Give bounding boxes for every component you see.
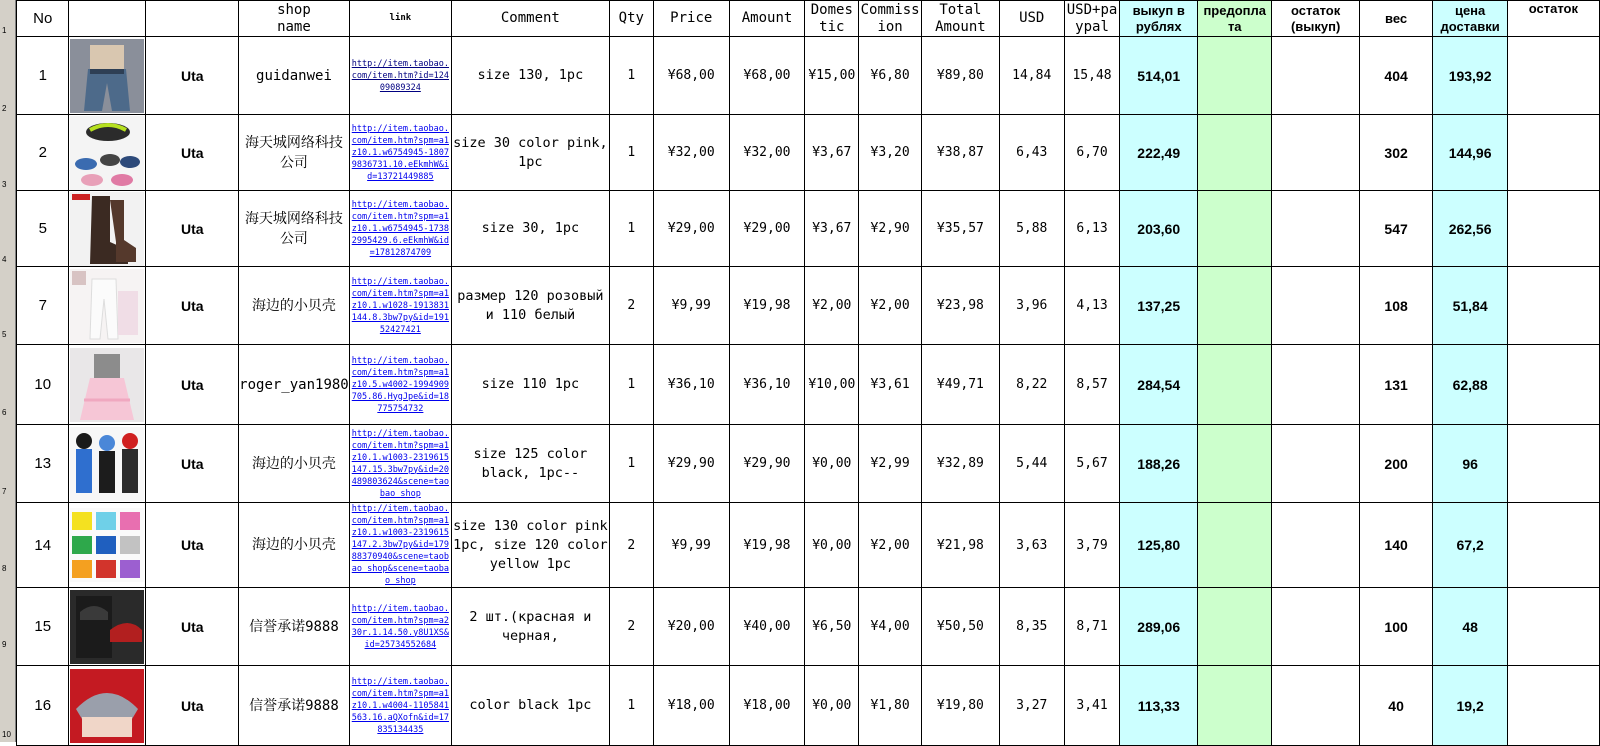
cell-total-amount[interactable]: ¥38,87 (922, 115, 1000, 191)
product-thumbnail-pink-dress (70, 348, 144, 422)
row-number[interactable]: 7 (2, 487, 7, 496)
cell-comment[interactable]: size 30 color pink, 1pc (452, 115, 610, 191)
header-text: tic (819, 18, 845, 35)
cell-total-amount[interactable]: ¥19,80 (922, 666, 1000, 746)
header-text: name (277, 18, 311, 35)
order-table (16, 0, 1600, 746)
product-thumbnail-jeans-kid (70, 39, 144, 113)
header-usd[interactable]: USD (999, 1, 1064, 37)
cell-ves[interactable]: 404 (1359, 37, 1433, 115)
product-thumbnail-caps (70, 590, 144, 664)
header-domestic[interactable] (805, 1, 859, 37)
cell-ostatok[interactable] (1507, 425, 1599, 503)
cell-link[interactable]: http://item.taobao.com/item.htm?spm=a1z10.1.w1028-1913831144.8.3bw7py&id=19152427421 (349, 267, 451, 345)
cell-usd[interactable]: 6,43 (999, 115, 1064, 191)
cell-predoplata[interactable] (1198, 666, 1272, 746)
cell-ostatok[interactable] (1507, 666, 1599, 746)
cell-comment[interactable]: размер 120 розовый и 110 белый (452, 267, 610, 345)
header-text: shop (277, 1, 311, 18)
cell-price[interactable]: ¥9,99 (653, 503, 729, 588)
cell-domestic[interactable]: ¥2,00 (805, 267, 859, 345)
cell-total-amount[interactable]: ¥49,71 (922, 345, 1000, 425)
row-number[interactable]: 2 (2, 104, 7, 113)
cell-link[interactable]: http://item.taobao.com/item.htm?spm=a1z10.1.w1003-2319615147.15.3bw7py&id=20489803624&scene=taobao_shop (349, 425, 451, 503)
header-predoplata[interactable] (1198, 1, 1272, 37)
cell-shop-name[interactable]: 海边的小贝壳 (239, 503, 350, 588)
cell-no[interactable]: 2 (17, 115, 69, 191)
cell-usd-paypal[interactable]: 4,13 (1064, 267, 1120, 345)
cell-price[interactable]: ¥20,00 (653, 588, 729, 666)
cell-usd-paypal[interactable]: 8,57 (1064, 345, 1120, 425)
cell-vykup[interactable]: 125,80 (1120, 503, 1198, 588)
cell-vykup[interactable]: 137,25 (1120, 267, 1198, 345)
cell-comment[interactable]: size 130, 1pc (452, 37, 610, 115)
cell-ves[interactable]: 108 (1359, 267, 1433, 345)
cell-customer[interactable]: Uta (146, 425, 239, 503)
product-thumbnail-white-leggings (70, 269, 144, 343)
cell-vykup[interactable]: 203,60 (1120, 191, 1198, 267)
header-text: USD+pa (1066, 1, 1118, 18)
cell-domestic[interactable]: ¥0,00 (805, 666, 859, 746)
cell-comment[interactable]: color black 1pc (452, 666, 610, 746)
cell-ostatok-vykup[interactable] (1272, 37, 1359, 115)
cell-usd-paypal[interactable]: 3,79 (1064, 503, 1120, 588)
cell-ves[interactable]: 100 (1359, 588, 1433, 666)
cell-commission[interactable]: ¥2,90 (859, 191, 922, 267)
cell-shop-name[interactable]: 海边的小贝壳 (239, 267, 350, 345)
cell-comment[interactable]: size 30, 1pc (452, 191, 610, 267)
cell-amount[interactable]: ¥19,98 (729, 503, 805, 588)
cell-image[interactable] (69, 115, 146, 191)
row-number[interactable]: 10 (2, 730, 11, 739)
cell-no[interactable]: 7 (17, 267, 69, 345)
cell-tsena-dostavki[interactable]: 48 (1433, 588, 1507, 666)
row-number[interactable]: 9 (2, 640, 7, 649)
cell-ostatok-vykup[interactable] (1272, 425, 1359, 503)
cell-amount[interactable]: ¥68,00 (729, 37, 805, 115)
cell-qty[interactable]: 1 (609, 666, 653, 746)
cell-amount[interactable]: ¥36,10 (729, 345, 805, 425)
cell-total-amount[interactable]: ¥89,80 (922, 37, 1000, 115)
table-row (17, 425, 1600, 503)
cell-predoplata[interactable] (1198, 267, 1272, 345)
cell-predoplata[interactable] (1198, 37, 1272, 115)
cell-commission[interactable]: ¥6,80 (859, 37, 922, 115)
cell-tsena-dostavki[interactable]: 262,56 (1433, 191, 1507, 267)
cell-shop-name[interactable]: 海边的小贝壳 (239, 425, 350, 503)
header-no[interactable]: No (17, 1, 69, 37)
cell-predoplata[interactable] (1198, 588, 1272, 666)
cell-link[interactable]: http://item.taobao.com/item.htm?spm=a1z10.1.w4004-1105841563.16.aQXofn&id=17835134435 (349, 666, 451, 746)
cell-link[interactable]: http://item.taobao.com/item.htm?spm=a1z10.1.w1003-2319615147.2.3bw7py&id=17988370940&scene=taobao_shop&scene=taobao_shop (349, 503, 451, 588)
cell-predoplata[interactable] (1198, 115, 1272, 191)
cell-no[interactable]: 5 (17, 191, 69, 267)
cell-tsena-dostavki[interactable]: 19,2 (1433, 666, 1507, 746)
cell-vykup[interactable]: 289,06 (1120, 588, 1198, 666)
product-thumbnail-tshirts (70, 508, 144, 582)
cell-usd-paypal[interactable]: 5,67 (1064, 425, 1120, 503)
cell-shop-name[interactable]: 海天城网络科技公司 (239, 191, 350, 267)
cell-usd[interactable]: 5,44 (999, 425, 1064, 503)
row-number[interactable]: 6 (2, 408, 7, 417)
cell-price[interactable]: ¥36,10 (653, 345, 729, 425)
cell-commission[interactable]: ¥2,99 (859, 425, 922, 503)
cell-vykup[interactable]: 222,49 (1120, 115, 1198, 191)
table-row (17, 191, 1600, 267)
header-ves[interactable]: вес (1359, 1, 1433, 37)
cell-customer[interactable]: Uta (146, 345, 239, 425)
cell-qty[interactable]: 2 (609, 588, 653, 666)
cell-predoplata[interactable] (1198, 425, 1272, 503)
header-text: Total (939, 1, 982, 18)
cell-qty[interactable]: 1 (609, 345, 653, 425)
cell-ostatok[interactable] (1507, 191, 1599, 267)
cell-ostatok-vykup[interactable] (1272, 267, 1359, 345)
header-link[interactable]: link (349, 1, 451, 37)
cell-vykup[interactable]: 188,26 (1120, 425, 1198, 503)
cell-image[interactable] (69, 267, 146, 345)
cell-image[interactable] (69, 191, 146, 267)
cell-ostatok[interactable] (1507, 115, 1599, 191)
table-row (17, 503, 1600, 588)
cell-domestic[interactable]: ¥10,00 (805, 345, 859, 425)
product-thumbnail-hat (70, 669, 144, 743)
cell-no[interactable]: 15 (17, 588, 69, 666)
header-text: Amount (935, 18, 986, 35)
cell-usd[interactable]: 8,35 (999, 588, 1064, 666)
header-ostatok[interactable]: остаток (1507, 1, 1599, 37)
cell-link[interactable]: http://item.taobao.com/item.htm?spm=a1z10.1.w6754945-18079836731.10.eEkmhW&id=13721449885 (349, 115, 451, 191)
header-qty[interactable]: Qty (609, 1, 653, 37)
cell-customer[interactable]: Uta (146, 666, 239, 746)
header-text: Commiss (860, 1, 920, 18)
cell-commission[interactable]: ¥3,61 (859, 345, 922, 425)
cell-no[interactable]: 10 (17, 345, 69, 425)
header-customer[interactable] (146, 1, 239, 37)
cell-ostatok[interactable] (1507, 267, 1599, 345)
cell-total-amount[interactable]: ¥50,50 (922, 588, 1000, 666)
cell-usd[interactable]: 3,96 (999, 267, 1064, 345)
table-row (17, 588, 1600, 666)
cell-customer[interactable]: Uta (146, 37, 239, 115)
cell-comment[interactable]: size 110 1pc (452, 345, 610, 425)
product-thumbnail-three-kids (70, 427, 144, 501)
cell-qty[interactable]: 1 (609, 191, 653, 267)
cell-link[interactable]: http://item.taobao.com/item.htm?spm=a1z10.1.w6754945-17382995429.6.eEkmhW&id=17812874709 (349, 191, 451, 267)
cell-qty[interactable]: 2 (609, 267, 653, 345)
cell-ostatok[interactable] (1507, 37, 1599, 115)
cell-domestic[interactable]: ¥15,00 (805, 37, 859, 115)
cell-predoplata[interactable] (1198, 345, 1272, 425)
cell-ves[interactable]: 200 (1359, 425, 1433, 503)
cell-ostatok[interactable] (1507, 503, 1599, 588)
header-text: рублях (1135, 18, 1182, 34)
header-total-amount[interactable] (922, 1, 1000, 37)
cell-customer[interactable]: Uta (146, 115, 239, 191)
header-text: доставки (1440, 18, 1500, 34)
cell-commission[interactable]: ¥2,00 (859, 503, 922, 588)
cell-domestic[interactable]: ¥3,67 (805, 191, 859, 267)
row-number[interactable]: 4 (2, 255, 7, 264)
cell-image[interactable] (69, 37, 146, 115)
cell-link[interactable]: http://item.taobao.com/item.htm?spm=a230r.1.14.50.y8U1XS&id=25734552684 (349, 588, 451, 666)
header-usd-paypal[interactable] (1064, 1, 1120, 37)
cell-shop-name[interactable]: 信誉承诺9888 (239, 666, 350, 746)
cell-domestic[interactable]: ¥6,50 (805, 588, 859, 666)
header-image[interactable] (69, 1, 146, 37)
product-thumbnail-sandals (70, 116, 144, 190)
cell-no[interactable]: 1 (17, 37, 69, 115)
cell-ves[interactable]: 131 (1359, 345, 1433, 425)
cell-ostatok-vykup[interactable] (1272, 191, 1359, 267)
cell-link[interactable]: http://item.taobao.com/item.htm?id=12409089324 (349, 37, 451, 115)
cell-amount[interactable]: ¥29,90 (729, 425, 805, 503)
header-comment[interactable]: Comment (452, 1, 610, 37)
table-row (17, 666, 1600, 746)
cell-total-amount[interactable]: ¥23,98 (922, 267, 1000, 345)
cell-commission[interactable]: ¥4,00 (859, 588, 922, 666)
cell-customer[interactable]: Uta (146, 503, 239, 588)
cell-ves[interactable]: 302 (1359, 115, 1433, 191)
cell-ves[interactable]: 140 (1359, 503, 1433, 588)
table-row (17, 345, 1600, 425)
cell-usd[interactable]: 3,27 (999, 666, 1064, 746)
cell-price[interactable]: ¥18,00 (653, 666, 729, 746)
cell-total-amount[interactable]: ¥35,57 (922, 191, 1000, 267)
cell-ostatok-vykup[interactable] (1272, 503, 1359, 588)
cell-price[interactable]: ¥68,00 (653, 37, 729, 115)
cell-no[interactable]: 13 (17, 425, 69, 503)
cell-image[interactable] (69, 503, 146, 588)
product-thumbnail-boots (70, 192, 144, 266)
cell-shop-name[interactable]: guidanwei (239, 37, 350, 115)
cell-customer[interactable]: Uta (146, 267, 239, 345)
cell-tsena-dostavki[interactable]: 51,84 (1433, 267, 1507, 345)
cell-comment[interactable]: 2 шт.(красная и черная, (452, 588, 610, 666)
cell-usd-paypal[interactable]: 6,13 (1064, 191, 1120, 267)
cell-usd-paypal[interactable]: 15,48 (1064, 37, 1120, 115)
cell-usd[interactable]: 14,84 (999, 37, 1064, 115)
cell-usd[interactable]: 5,88 (999, 191, 1064, 267)
header-shop-name[interactable] (239, 1, 350, 37)
cell-tsena-dostavki[interactable]: 67,2 (1433, 503, 1507, 588)
cell-ostatok-vykup[interactable] (1272, 115, 1359, 191)
cell-image[interactable] (69, 425, 146, 503)
header-amount[interactable]: Amount (729, 1, 805, 37)
cell-ostatok[interactable] (1507, 345, 1599, 425)
row-number-column (0, 0, 16, 742)
cell-ostatok-vykup[interactable] (1272, 588, 1359, 666)
cell-usd-paypal[interactable]: 6,70 (1064, 115, 1120, 191)
cell-link[interactable]: http://item.taobao.com/item.htm?spm=a1z10.5.w4002-1994909705.86.HygJpe&id=18775754732 (349, 345, 451, 425)
row-number[interactable]: 5 (2, 330, 7, 339)
cell-ves[interactable]: 40 (1359, 666, 1433, 746)
cell-predoplata[interactable] (1198, 503, 1272, 588)
header-text: та (1227, 18, 1242, 34)
header-text: предопла (1203, 2, 1267, 18)
cell-price[interactable]: ¥29,00 (653, 191, 729, 267)
cell-usd[interactable]: 3,63 (999, 503, 1064, 588)
cell-customer[interactable]: Uta (146, 588, 239, 666)
cell-comment[interactable]: size 125 color black, 1pc-- (452, 425, 610, 503)
cell-predoplata[interactable] (1198, 191, 1272, 267)
cell-qty[interactable]: 2 (609, 503, 653, 588)
cell-image[interactable] (69, 588, 146, 666)
cell-price[interactable]: ¥32,00 (653, 115, 729, 191)
cell-price[interactable]: ¥9,99 (653, 267, 729, 345)
cell-domestic[interactable]: ¥0,00 (805, 503, 859, 588)
cell-no[interactable]: 16 (17, 666, 69, 746)
cell-image[interactable] (69, 666, 146, 746)
cell-usd-paypal[interactable]: 3,41 (1064, 666, 1120, 746)
cell-commission[interactable]: ¥3,20 (859, 115, 922, 191)
cell-amount[interactable]: ¥18,00 (729, 666, 805, 746)
header-text: (выкуп) (1290, 18, 1341, 34)
cell-amount[interactable]: ¥32,00 (729, 115, 805, 191)
cell-qty[interactable]: 1 (609, 425, 653, 503)
table-row (17, 37, 1600, 115)
cell-total-amount[interactable]: ¥32,89 (922, 425, 1000, 503)
cell-qty[interactable]: 1 (609, 37, 653, 115)
cell-ostatok[interactable] (1507, 588, 1599, 666)
cell-tsena-dostavki[interactable]: 193,92 (1433, 37, 1507, 115)
header-text: остаток (1290, 2, 1341, 18)
cell-tsena-dostavki[interactable]: 144,96 (1433, 115, 1507, 191)
header-commission[interactable] (859, 1, 922, 37)
header-vykup[interactable] (1120, 1, 1198, 37)
cell-total-amount[interactable]: ¥21,98 (922, 503, 1000, 588)
cell-vykup[interactable]: 113,33 (1120, 666, 1198, 746)
cell-usd-paypal[interactable]: 8,71 (1064, 588, 1120, 666)
header-ostatok-vykup[interactable] (1272, 1, 1359, 37)
cell-shop-name[interactable]: 海天城网络科技公司 (239, 115, 350, 191)
cell-price[interactable]: ¥29,90 (653, 425, 729, 503)
header-text: ion (877, 18, 903, 35)
cell-vykup[interactable]: 284,54 (1120, 345, 1198, 425)
cell-customer[interactable]: Uta (146, 191, 239, 267)
cell-image[interactable] (69, 345, 146, 425)
cell-amount[interactable]: ¥40,00 (729, 588, 805, 666)
cell-qty[interactable]: 1 (609, 115, 653, 191)
cell-domestic[interactable]: ¥3,67 (805, 115, 859, 191)
cell-ostatok-vykup[interactable] (1272, 345, 1359, 425)
header-text: Domes (810, 1, 853, 18)
header-price[interactable]: Price (653, 1, 729, 37)
row-number[interactable]: 3 (2, 180, 7, 189)
table-row (17, 267, 1600, 345)
cell-no[interactable]: 14 (17, 503, 69, 588)
header-text: цена (1454, 2, 1486, 18)
cell-tsena-dostavki[interactable]: 62,88 (1433, 345, 1507, 425)
cell-tsena-dostavki[interactable]: 96 (1433, 425, 1507, 503)
cell-vykup[interactable]: 514,01 (1120, 37, 1198, 115)
cell-ostatok-vykup[interactable] (1272, 666, 1359, 746)
header-text: ypal (1075, 18, 1109, 35)
cell-comment[interactable]: size 130 color pink 1pc, size 120 color yellow 1pc (452, 503, 610, 588)
cell-usd[interactable]: 8,22 (999, 345, 1064, 425)
cell-amount[interactable]: ¥19,98 (729, 267, 805, 345)
cell-shop-name[interactable]: 信誉承诺9888 (239, 588, 350, 666)
header-text: выкуп в (1132, 2, 1185, 18)
header-row (17, 1, 1600, 37)
cell-ves[interactable]: 547 (1359, 191, 1433, 267)
row-number[interactable]: 1 (2, 26, 7, 35)
cell-commission[interactable]: ¥2,00 (859, 267, 922, 345)
cell-domestic[interactable]: ¥0,00 (805, 425, 859, 503)
cell-shop-name[interactable]: roger_yan1980 (239, 345, 350, 425)
cell-amount[interactable]: ¥29,00 (729, 191, 805, 267)
header-tsena-dostavki[interactable] (1433, 1, 1507, 37)
cell-commission[interactable]: ¥1,80 (859, 666, 922, 746)
row-number[interactable]: 8 (2, 564, 7, 573)
table-row (17, 115, 1600, 191)
